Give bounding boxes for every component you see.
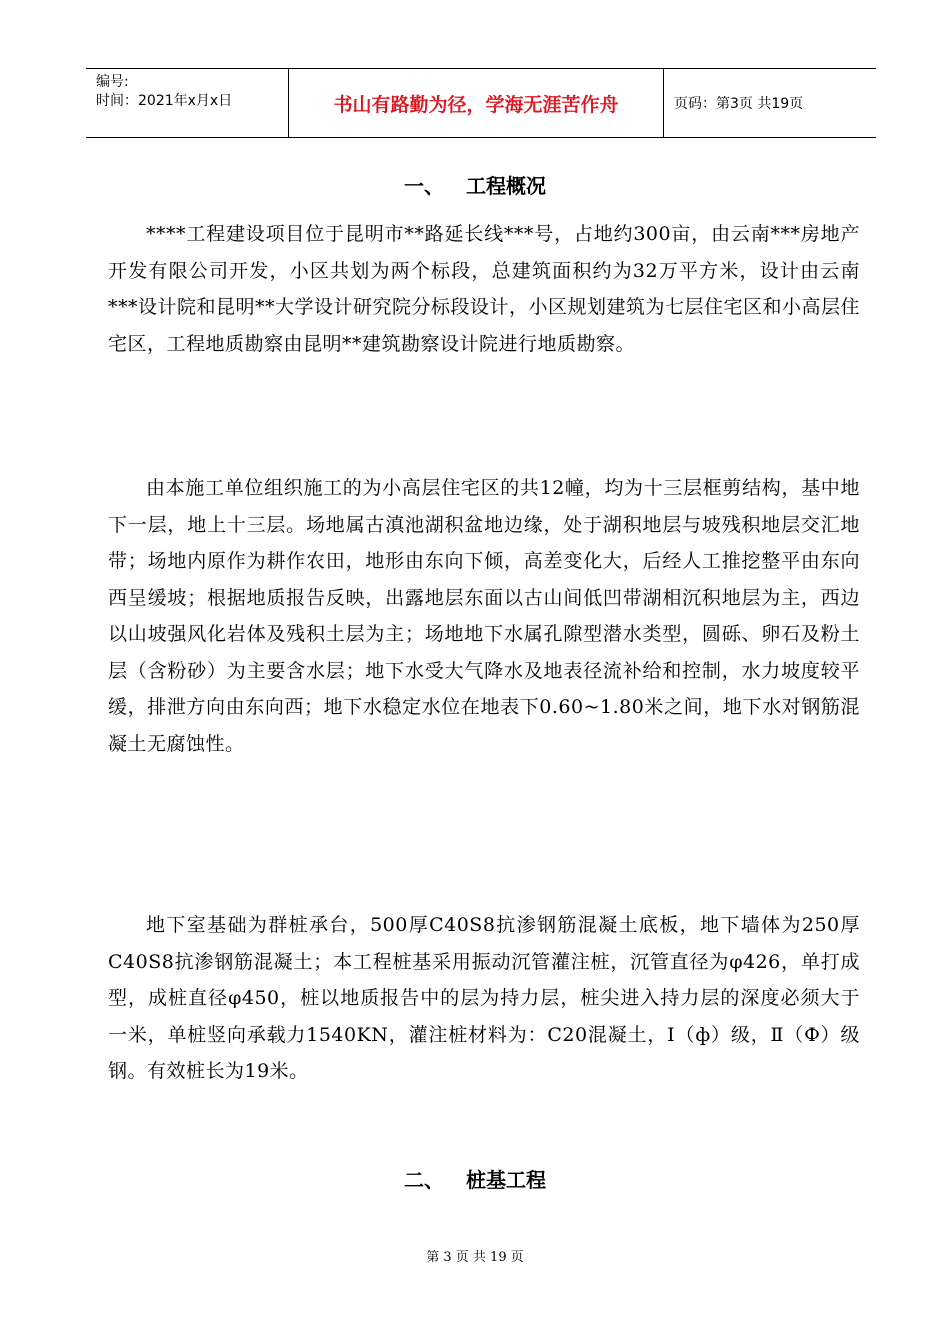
section-heading-overview xyxy=(0,172,950,200)
section-number: 二、 xyxy=(404,1168,444,1192)
document-time-label: 时间：2021年x月x日 xyxy=(96,93,233,109)
section-number: 一、 xyxy=(404,174,444,198)
paragraph: ****工程建设项目位于昆明市**路延长线***号，占地约300亩，由云南***房地产开发有限公司开发，小区共划为两个标段，总建筑面积约为32万平方米，设计由云南***设计院和昆明**大学设计研究院分标段设计，小区规划建筑为七层住宅区和小高层住宅区，工程地质勘察由昆明**建筑勘察设计院进行地质勘察。 xyxy=(108,223,861,355)
document-number-label: 编号: xyxy=(96,74,129,90)
page-header xyxy=(86,68,876,138)
header-meta xyxy=(86,69,288,137)
header-page-code: 页码：第3页 共19页 xyxy=(674,96,804,112)
section-title: 桩基工程 xyxy=(466,1168,546,1192)
header-motto: 书山有路勤为径，学海无涯苦作舟 xyxy=(288,69,664,137)
page-footer: 第 3 页 共 19 页 xyxy=(426,1250,524,1265)
section-heading-pile-foundation xyxy=(0,1166,950,1194)
paragraph: 由本施工单位组织施工的为小高层住宅区的共12幢，均为十三层框剪结构，基中地下一层，地上十三层。场地属古滇池湖积盆地边缘，处于湖积地层与坡残积地层交汇地带；场地内原作为耕作农田，地形由东向下倾，高差变化大，后经人工推挖整平由东向西呈缓坡；根据地质报告反映，出露地层东面以古山间低凹带湖相沉积地层为主，西边以山坡强风化岩体及残积土层为主；场地地下水属孔隙型潜水类型，圆砾、卵石及粉土层（含粉砂）为主要含水层；地下水受大气降水及地表径流补给和控制，水力坡度较平缓，排泄方向由东向西；地下水稳定水位在地表下0.60~1.80米之间，地下水对钢筋混凝土无腐蚀性。 xyxy=(108,477,860,755)
paragraph: 地下室基础为群桩承台，500厚C40S8抗渗钢筋混凝土底板，地下墙体为250厚C40S8抗渗钢筋混凝土；本工程桩基采用振动沉管灌注桩，沉管直径为φ426，单打成型，成桩直径φ450，桩以地质报告中的层为持力层，桩尖进入持力层的深度必须大于一米，单桩竖向承载力1540KN，灌注桩材料为：C20混凝土，Ⅰ（ф）级，Ⅱ（Ф）级钢。有效桩长为19米。 xyxy=(108,914,860,1082)
section-title: 工程概况 xyxy=(466,174,546,198)
